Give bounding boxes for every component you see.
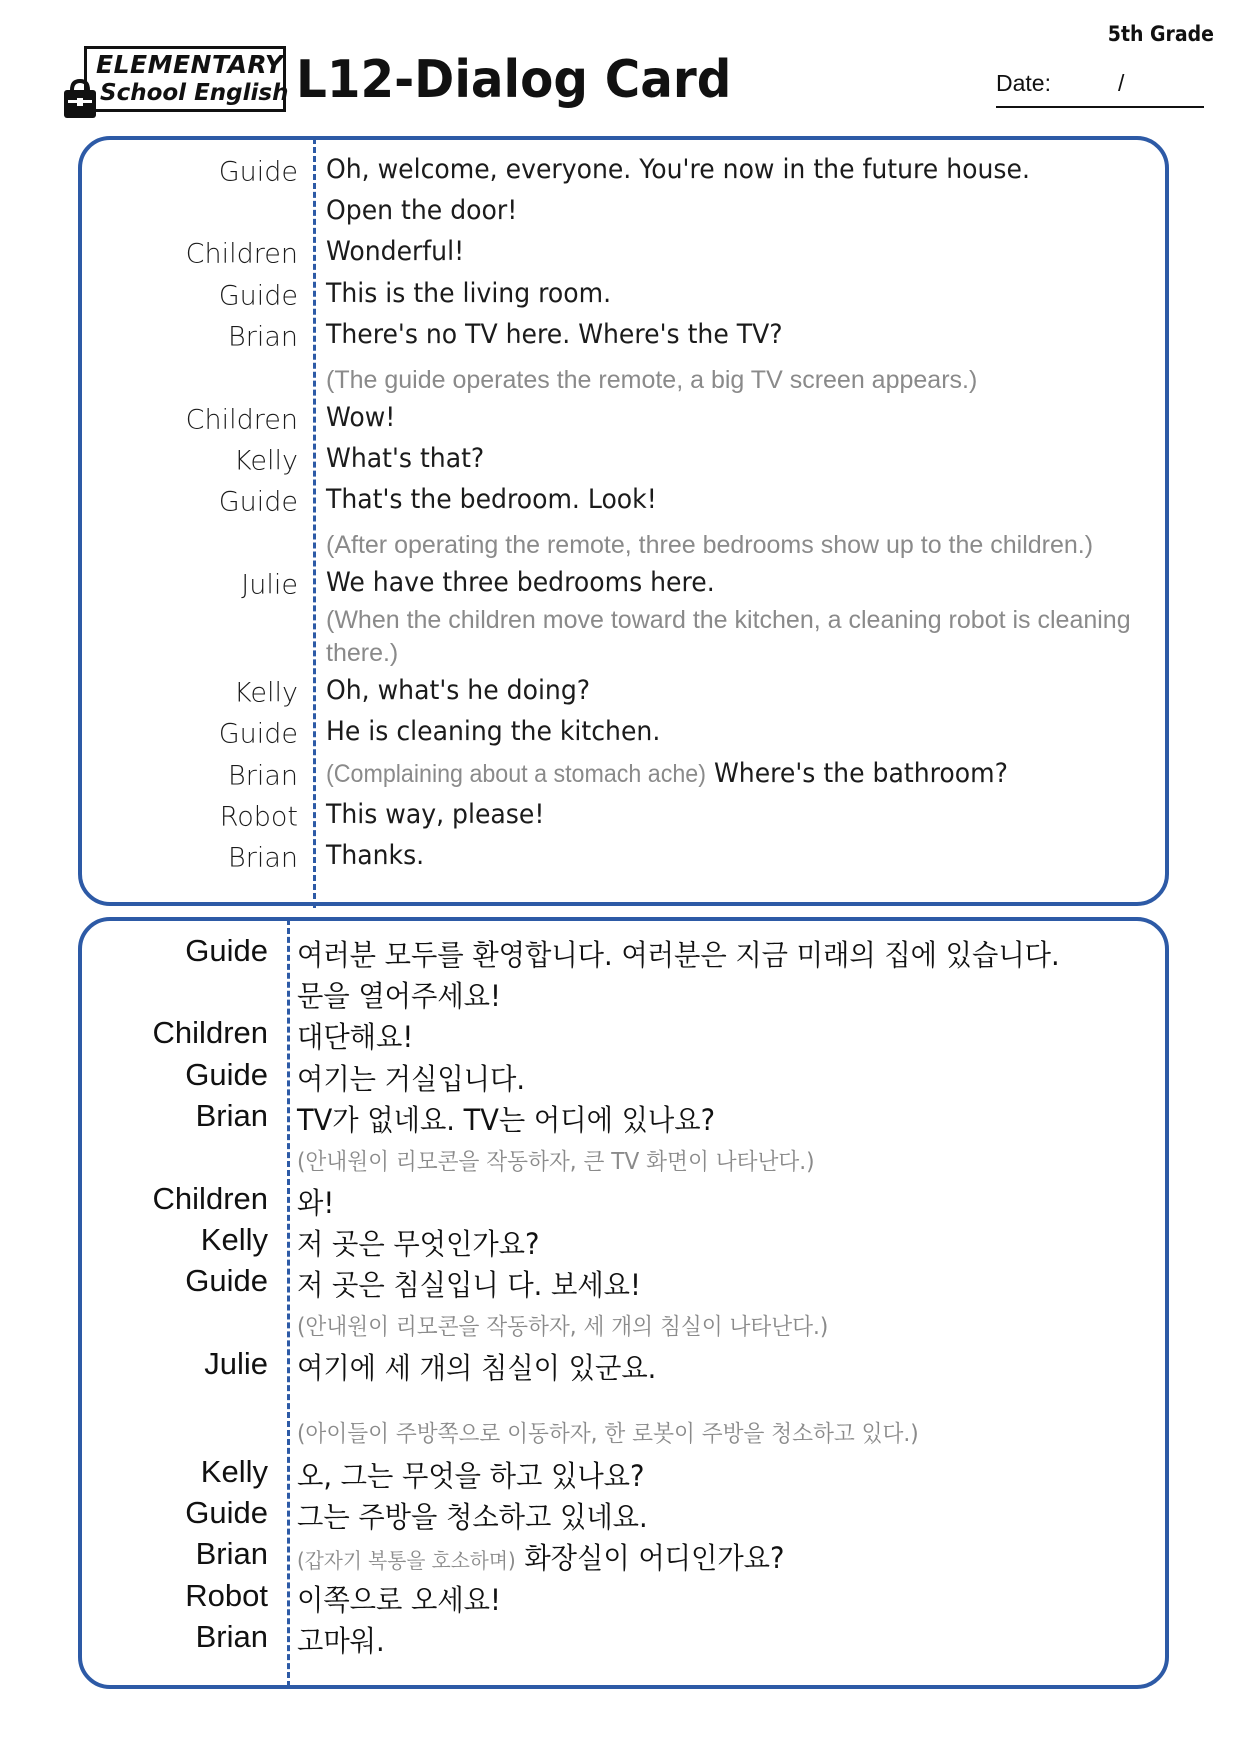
dialog-line: 이쪽으로 오세요! [297,1583,501,1617]
date-underline [996,106,1204,108]
speaker-label: Kelly [200,1454,268,1489]
dialog-line [297,1536,784,1577]
stage-direction: (Complaining about a stomach ache) [326,760,706,788]
dialog-line: TV가 없네요. TV는 어디에 있나요? [297,1103,716,1137]
speaker-label: Robot [219,801,298,833]
stage-direction: (안내원이 리모콘을 작동하자, 큰 TV 화면이 나타난다.) [297,1149,815,1175]
dialog-line: Wonderful! [326,236,465,267]
speaker-label: Kelly [234,445,298,477]
speaker-label: Brian [195,1536,268,1571]
dialog-line: 그는 주방을 청소하고 있네요. [297,1500,648,1534]
stage-direction: (갑자기 복통을 호소하며) [297,1549,516,1573]
stage-direction: (When the children move toward the kitchen, a cleaning robot is cleaning there.) [326,606,1131,667]
dialog-text: Where's the bathroom? [713,758,1008,789]
dialog-line: 와! [297,1186,335,1220]
speaker-label: Guide [218,486,298,518]
english-card-divider [313,138,316,908]
speaker-label: Guide [185,933,268,968]
dialog-line: 대단해요! [297,1020,414,1054]
dialog-line: This is the living room. [326,278,612,309]
speaker-label: Guide [185,1057,268,1092]
logo-line-1: ELEMENTARY [96,50,284,79]
schoolbag-icon [58,78,102,120]
dialog-line: Oh, what's he doing? [326,675,591,706]
dialog-line: This way, please! [326,799,545,830]
stage-direction: (The guide operates the remote, a big TV screen appears.) [326,366,978,394]
dialog-line: 오, 그는 무엇을 하고 있나요? [297,1459,645,1493]
speaker-label: Children [185,404,298,436]
dialog-line: 저 곳은 침실입니 다. 보세요! [297,1268,641,1302]
date-label: Date: [996,70,1051,96]
dialog-line: 저 곳은 무엇인가요? [297,1227,540,1261]
logo-line-2: School English [100,80,289,106]
dialog-line: What's that? [326,443,485,474]
speaker-label: Kelly [234,677,298,709]
speaker-label: Guide [185,1495,268,1530]
speaker-label: Brian [195,1619,268,1654]
dialog-line: Wow! [326,402,396,433]
dialog-line: 문을 열어주세요! [297,979,501,1013]
speaker-label: Brian [228,842,298,874]
speaker-label: Brian [228,760,298,792]
dialog-line: There's no TV here. Where's the TV? [326,319,783,350]
dialog-line: Oh, welcome, everyone. You're now in the future house. [326,154,1030,185]
stage-direction: (아이들이 주방쪽으로 이동하자, 한 로봇이 주방을 청소하고 있다.) [297,1421,919,1447]
dialog-text: 화장실이 어디인가요? [524,1541,785,1575]
dialog-line: He is cleaning the kitchen. [326,716,661,747]
page-title: L12-Dialog Card [296,50,732,110]
speaker-label: Children [152,1181,268,1216]
dialog-line: 여기는 거실입니다. [297,1062,526,1096]
dialog-line [326,758,1008,789]
korean-card-divider [287,919,290,1687]
speaker-label: Brian [228,321,298,353]
dialog-line: 고마워. [297,1624,385,1658]
dialog-line: 여기에 세 개의 침실이 있군요. [297,1351,657,1385]
dialog-line: That's the bedroom. Look! [326,484,657,515]
date-separator: / [1118,70,1125,96]
speaker-label: Guide [218,280,298,312]
stage-direction: (After operating the remote, three bedrooms show up to the children.) [326,531,1094,559]
dialog-line: We have three bedrooms here. [326,567,715,598]
speaker-label: Guide [218,718,298,750]
dialog-line: 여러분 모두를 환영합니다. 여러분은 지금 미래의 집에 있습니다. [297,938,1060,972]
speaker-label: Robot [185,1578,268,1613]
speaker-label: Guide [185,1263,268,1298]
speaker-label: Julie [204,1346,268,1381]
speaker-label: Guide [218,156,298,188]
stage-direction: (안내원이 리모콘을 작동하자, 세 개의 침실이 나타난다.) [297,1314,829,1340]
speaker-label: Brian [195,1098,268,1133]
speaker-label: Julie [241,569,298,601]
dialog-line: Open the door! [326,195,518,226]
speaker-label: Children [185,238,298,270]
dialog-line: Thanks. [326,840,425,871]
speaker-label: Kelly [200,1222,268,1257]
speaker-label: Children [152,1015,268,1050]
grade-label: 5th Grade [1107,22,1214,46]
